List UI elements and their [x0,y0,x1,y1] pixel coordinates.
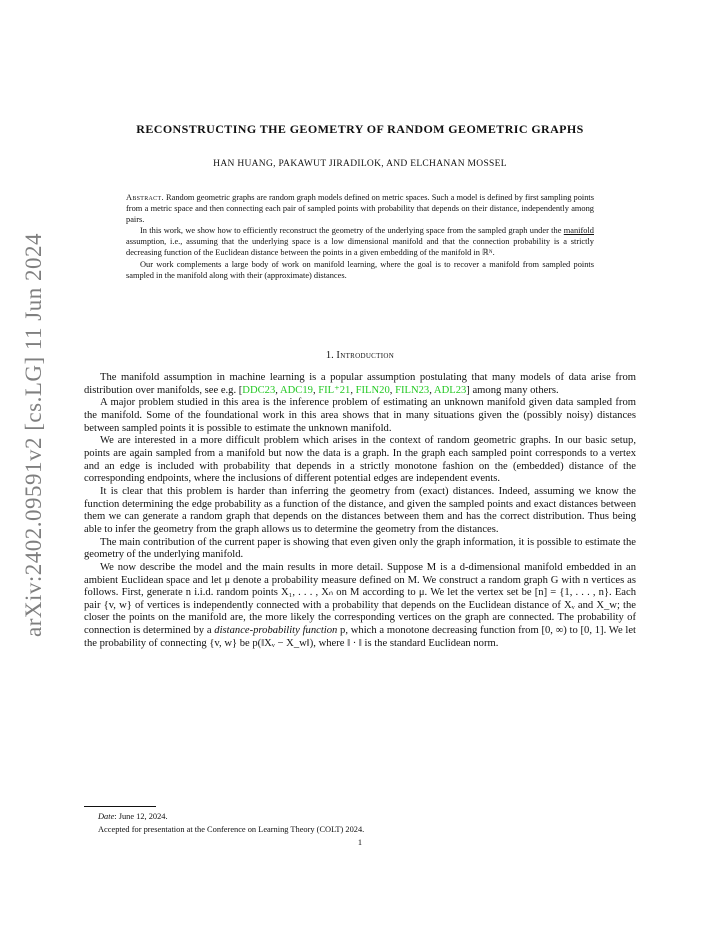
citation-link[interactable]: ADC19 [279,384,313,396]
intro-text-1a: The manifold assumption in machine learning is a popular assumption postulating that many models of data arise from distribution over manifolds, see e.g. [ [84,372,636,396]
intro-paragraph-3: We are interested in a more difficult problem which arises in the context of random geometric graphs. In our basic setup, points are again sampled from a manifold but now the data is a graph. In the graph each sampled point corresponds to a vertex and an edge is included with probability that depends in a strictly monotone fashion on the (embedded) distance of the corresponding endpoints, where the inclusions of different potential edges are independent events. [84,435,636,485]
introduction-body [84,372,636,650]
emphasized-term: distance-probability function [214,625,338,637]
section-number: 1. [325,350,334,361]
intro-text-1b: ] among many others. [466,384,559,396]
abstract-paragraph-1 [126,192,594,225]
date-label: Date [98,812,115,821]
arxiv-identifier [8,230,60,640]
paper-authors: HAN HUANG, PAKAWUT JIRADILOK, AND ELCHANAN MOSSEL [213,159,507,169]
intro-paragraph-2: A major problem studied in this area is the inference problem of estimating an unknown manifold given data sampled from the manifold. Some of the foundational work in this area shows that in many situations given the (possibly noisy) distances between sampled points it is possible to estimate the unknown manifold. [84,397,636,434]
arxiv-identifier-text: arXiv:2402.09591v2 [cs.LG] 11 Jun 2024 [21,233,46,637]
footnote-date [84,811,636,824]
citation-link[interactable]: FIL⁺21 [318,384,351,396]
section-name: Introduction [336,350,395,361]
intro-paragraph-4: It is clear that this problem is harder than inferring the geometry from (exact) distances. Indeed, assuming we know the function determining the edge probability as a function of the distance, and given the sampled points and exact distances between them we can generate a random graph that depends on the distances between them and has the correct distribution. Thus being able to infer the geometry from the graph allows us to determine the geometry from the distances. [84,485,636,535]
citation-link[interactable]: ADL23 [433,384,467,396]
section-heading [84,350,636,361]
footnote-rule [84,806,156,807]
abstract-text-2b: assumption, i.e., assuming that the underlying space is a low dimensional manifold and that the connection probability is a strictly decreasing function of the Euclidean distance between the points in a given embedding of the manifold in ℝᴺ. [126,237,594,258]
paper-title: RECONSTRUCTING THE GEOMETRY OF RANDOM GEOMETRIC GRAPHS [136,122,584,136]
abstract-paragraph-3: Our work complements a large body of work on manifold learning, where the goal is to recover a manifold from sampled points sampled in the manifold along with their (approximate) distances. [126,259,594,280]
date-value: : June 12, 2024. [114,812,168,821]
footnotes [84,811,636,836]
abstract-paragraph-2 [126,225,594,258]
citation-link[interactable]: FILN23 [395,384,430,396]
abstract [126,192,594,281]
abstract-text-2a: In this work, we show how to efficiently reconstruct the geometry of the underlying space from the sampled graph under the [140,226,564,236]
intro-paragraph-6 [84,562,636,651]
page-number: 1 [357,838,363,847]
intro-text-6b: p, which a monotone decreasing function from [0, ∞) to [0, 1]. We let the probability of connecting {v, w} be p(‖Xᵥ − X_w‖), where ‖ · ‖ is the standard Euclidean norm. [84,625,637,649]
abstract-text-1: Random geometric graphs are random graph models defined on metric spaces. Such a model is defined by first sampling points from a metric space and then connecting each pair of sampled points with probability that depends on their distance, independently among pairs. [126,193,594,225]
intro-paragraph-1: The manifold assumption in machine learning is a popular assumption postulating that many models of data arise from distribution over manifolds, see e.g. [DDC23, ADC19, FIL⁺21, FILN20, FILN23, ADL23] among many others. [84,372,636,396]
citation-link[interactable]: DDC23 [242,384,276,396]
abstract-label: Abstract. [126,193,164,202]
intro-paragraph-5: The main contribution of the current paper is showing that even given only the graph information, it is possible to estimate the geometry of the underlying manifold. [84,536,636,561]
manifold-underlined: manifold [563,226,594,236]
footnote-accepted: Accepted for presentation at the Conference on Learning Theory (COLT) 2024. [98,824,365,834]
intro-text-6a: We now describe the model and the main results in more detail. Suppose M is a d-dimensional manifold embedded in an ambient Euclidean space and let μ denote a probability measure defined on M. We construct a random graph G with n vertices as follows. First, generate n i.i.d. random points X₁, . . . , Xₙ on M according to μ. We let the vertex set be [n] = {1, . . . , n}. Each pair {v, w} of vertices is independently connected with a probability that depends on the Euclidean distance of Xᵥ and X_w; the closer the points on the manifold are, the more likely the corresponding vertices on the graph are connected. The probability of connection is determined by a [84,561,636,637]
citation-link[interactable]: FILN20 [355,384,390,396]
